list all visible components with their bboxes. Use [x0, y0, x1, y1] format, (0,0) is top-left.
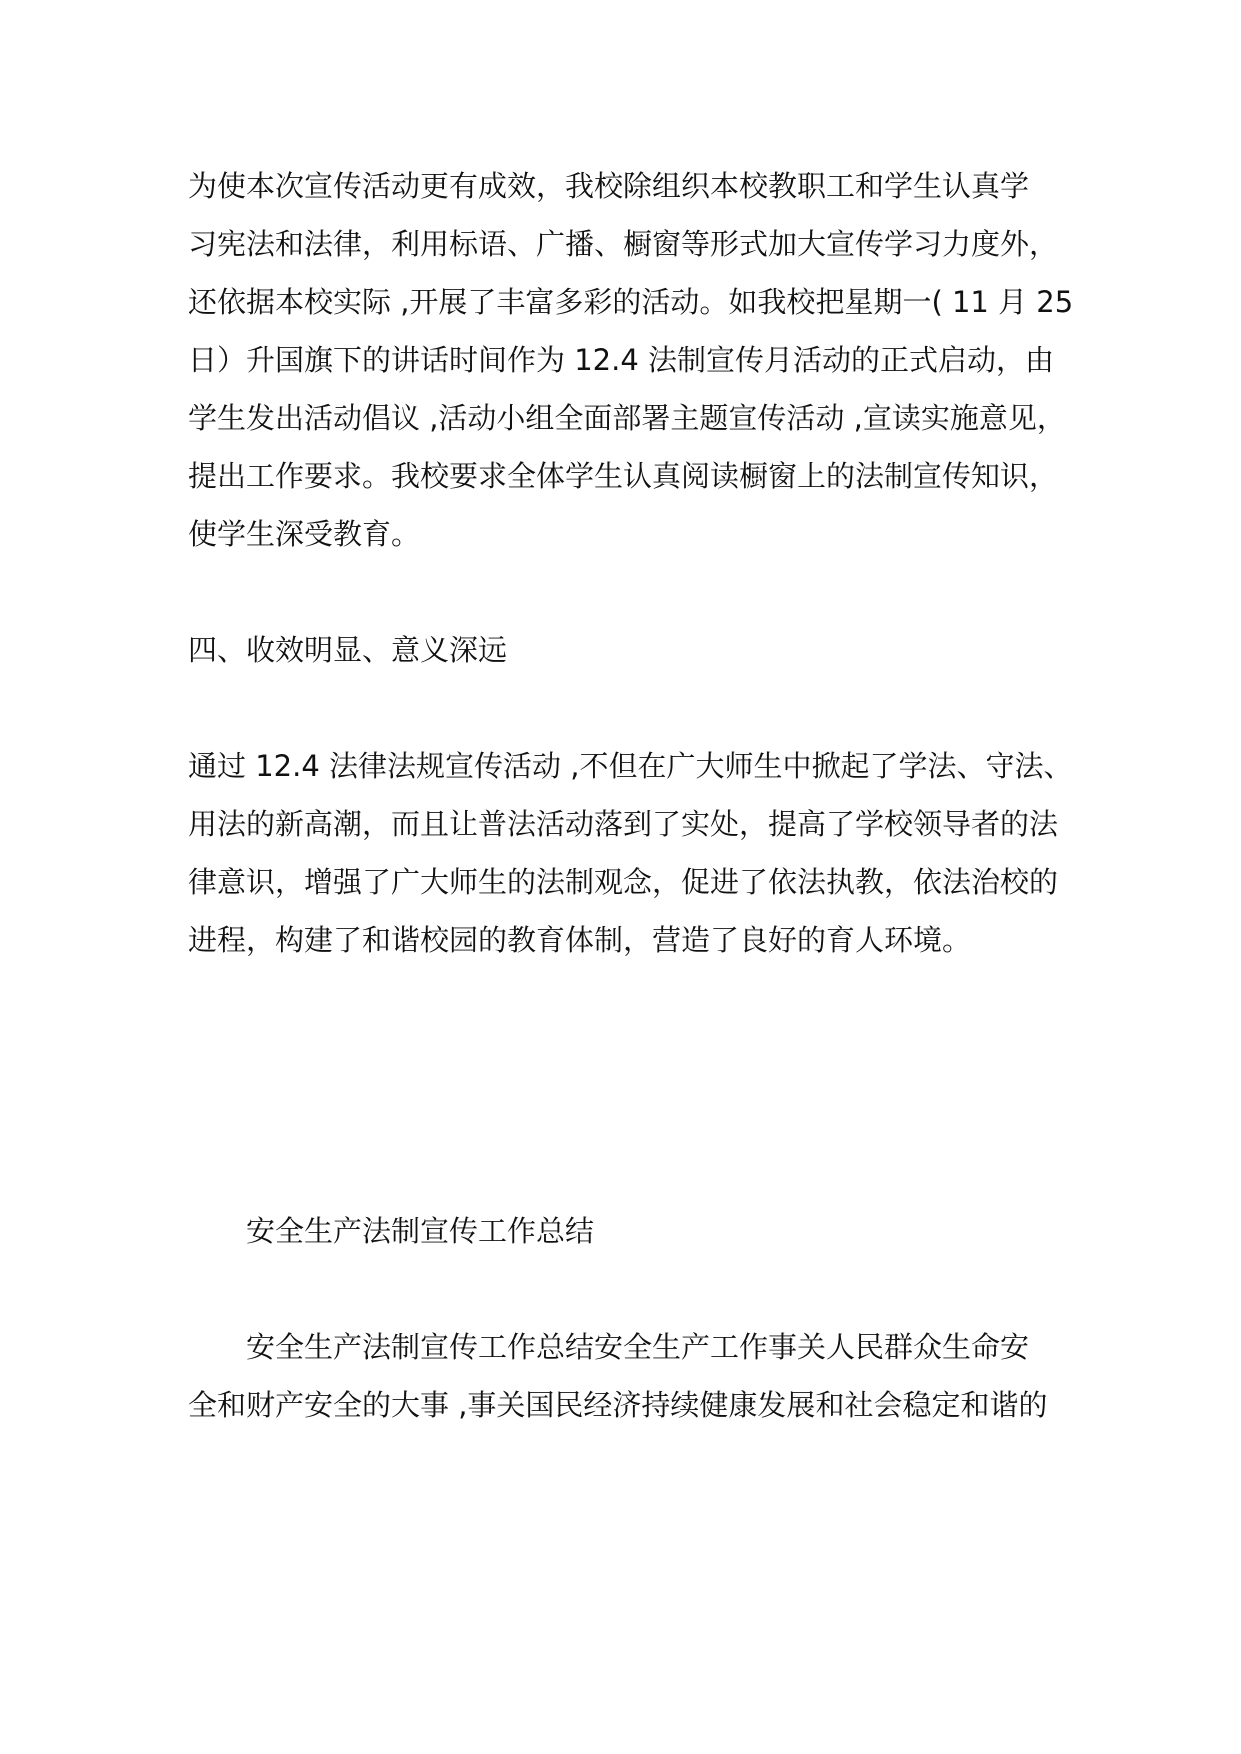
- paragraph-3-line-1: 安全生产法制宣传工作总结安全生产工作事关人民群众生命安: [246, 1330, 1030, 1364]
- paragraph-2-line-2: 用法的新高潮，而且让普法活动落到了实处，提高了学校领导者的法: [188, 807, 1059, 841]
- paragraph-1-line-3: 还依据本校实际 ,开展了丰富多彩的活动。如我校把星期一( 11 月 25: [188, 285, 1074, 319]
- paragraph-3-line-2: 全和财产安全的大事 ,事关国民经济持续健康发展和社会稳定和谐的: [188, 1388, 1048, 1422]
- paragraph-1-line-6: 提出工作要求。我校要求全体学生认真阅读橱窗上的法制宣传知识，: [188, 459, 1059, 493]
- section-heading: 四、收效明显、意义深远: [188, 633, 508, 667]
- paragraph-2-line-4: 进程，构建了和谐校园的教育体制，营造了良好的育人环境。: [188, 923, 972, 957]
- paragraph-2-line-3: 律意识，增强了广大师生的法制观念，促进了依法执教，依法治校的: [188, 865, 1059, 899]
- document-title: 安全生产法制宣传工作总结: [246, 1214, 595, 1248]
- paragraph-1-line-2: 习宪法和法律，利用标语、广播、橱窗等形式加大宣传学习力度外，: [188, 227, 1059, 261]
- paragraph-1-line-4: 日）升国旗下的讲话时间作为 12.4 法制宣传月活动的正式启动，由: [188, 343, 1055, 377]
- paragraph-1-line-1: 为使本次宣传活动更有成效，我校除组织本校教职工和学生认真学: [188, 169, 1030, 203]
- paragraph-2-line-1: 通过 12.4 法律法规宣传活动 ,不但在广大师生中掀起了学法、守法、: [188, 749, 1073, 783]
- paragraph-1-line-5: 学生发出活动倡议 ,活动小组全面部署主题宣传活动 ,宣读实施意见，: [188, 401, 1066, 435]
- paragraph-1-line-7: 使学生深受教育。: [188, 517, 421, 551]
